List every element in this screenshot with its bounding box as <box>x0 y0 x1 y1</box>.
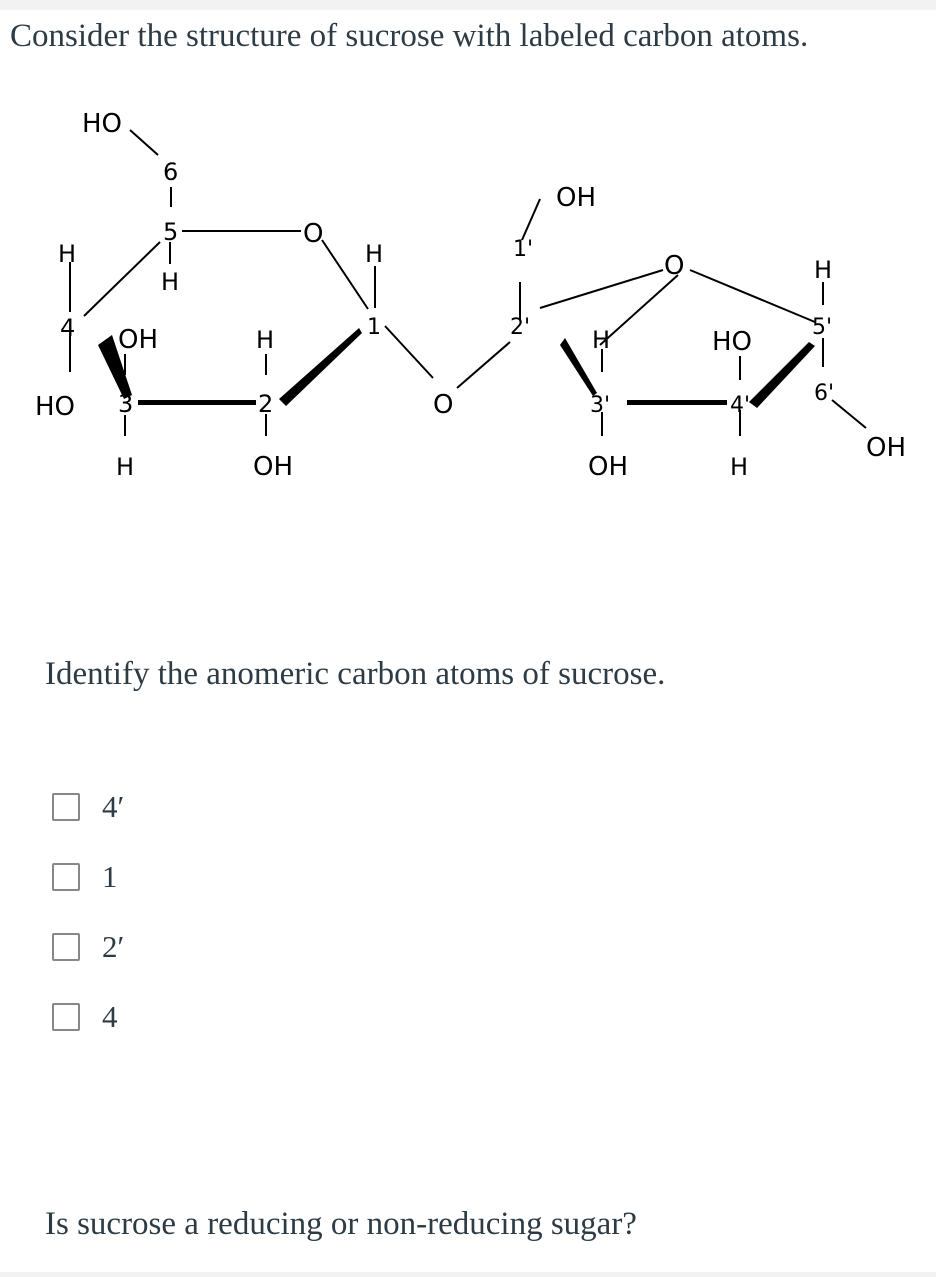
ho-c6-label: HO <box>82 109 123 139</box>
oh-c2-label: OH <box>253 452 294 482</box>
oh-c6p-label: OH <box>866 433 907 463</box>
option-4-prime[interactable] <box>52 772 124 842</box>
c4-label: 4 <box>60 314 76 342</box>
option-label: 4′ <box>102 789 125 824</box>
c3p-label: 3' <box>590 393 611 418</box>
option-2-prime[interactable] <box>52 912 124 982</box>
sucrose-structure-diagram <box>0 90 936 510</box>
oh-c1p-label: OH <box>556 183 597 213</box>
c4p-label: 4' <box>730 393 751 418</box>
top-divider <box>0 0 936 10</box>
option-1[interactable] <box>52 842 124 912</box>
checkbox[interactable] <box>52 793 80 821</box>
option-label: 1 <box>102 859 118 894</box>
c5-label: 5 <box>163 218 179 246</box>
anomeric-question: Identify the anomeric carbon atoms of sucrose. <box>45 656 666 692</box>
oh-c3p-label: OH <box>588 452 629 482</box>
sucrose-structure-svg <box>0 90 936 510</box>
ring2-oxygen-label: O <box>664 251 685 281</box>
option-label: 2′ <box>102 929 125 964</box>
c3-label: 3 <box>118 390 134 418</box>
intro-text: Consider the structure of sucrose with labeled carbon atoms. <box>10 18 809 54</box>
c2p-label: 2' <box>510 315 531 340</box>
answer-options <box>52 772 124 1052</box>
checkbox[interactable] <box>52 1003 80 1031</box>
h5-label: H <box>161 268 180 296</box>
c1p-label: 1' <box>513 237 534 262</box>
ho-c4-label: HO <box>35 392 76 422</box>
wedge-bonds <box>98 328 815 408</box>
bottom-divider <box>0 1272 936 1277</box>
checkbox[interactable] <box>52 863 80 891</box>
bonds <box>70 130 866 436</box>
h3-label: H <box>116 453 135 481</box>
h4p-label: H <box>730 453 749 481</box>
h1-label: H <box>365 240 384 268</box>
ring1-oxygen-label: O <box>303 219 324 249</box>
glycosidic-oxygen-label: O <box>433 390 454 420</box>
checkbox[interactable] <box>52 933 80 961</box>
option-label: 4 <box>102 999 118 1034</box>
oh-c3-label: OH <box>118 325 159 355</box>
h3p-label: H <box>592 326 611 354</box>
c1-label: 1 <box>367 315 381 340</box>
h5p-label: H <box>814 256 833 284</box>
c6-label: 6 <box>163 158 179 186</box>
reducing-sugar-question: Is sucrose a reducing or non-reducing sugar? <box>45 1206 637 1242</box>
c2-label: 2 <box>258 390 274 418</box>
h4-label: H <box>58 240 77 268</box>
atom-labels <box>35 109 906 482</box>
option-4[interactable] <box>52 982 124 1052</box>
c5p-label: 5' <box>812 315 833 340</box>
ho-c4p-label: HO <box>712 327 753 357</box>
c6p-label: 6' <box>814 381 835 406</box>
h2-label: H <box>256 326 275 354</box>
